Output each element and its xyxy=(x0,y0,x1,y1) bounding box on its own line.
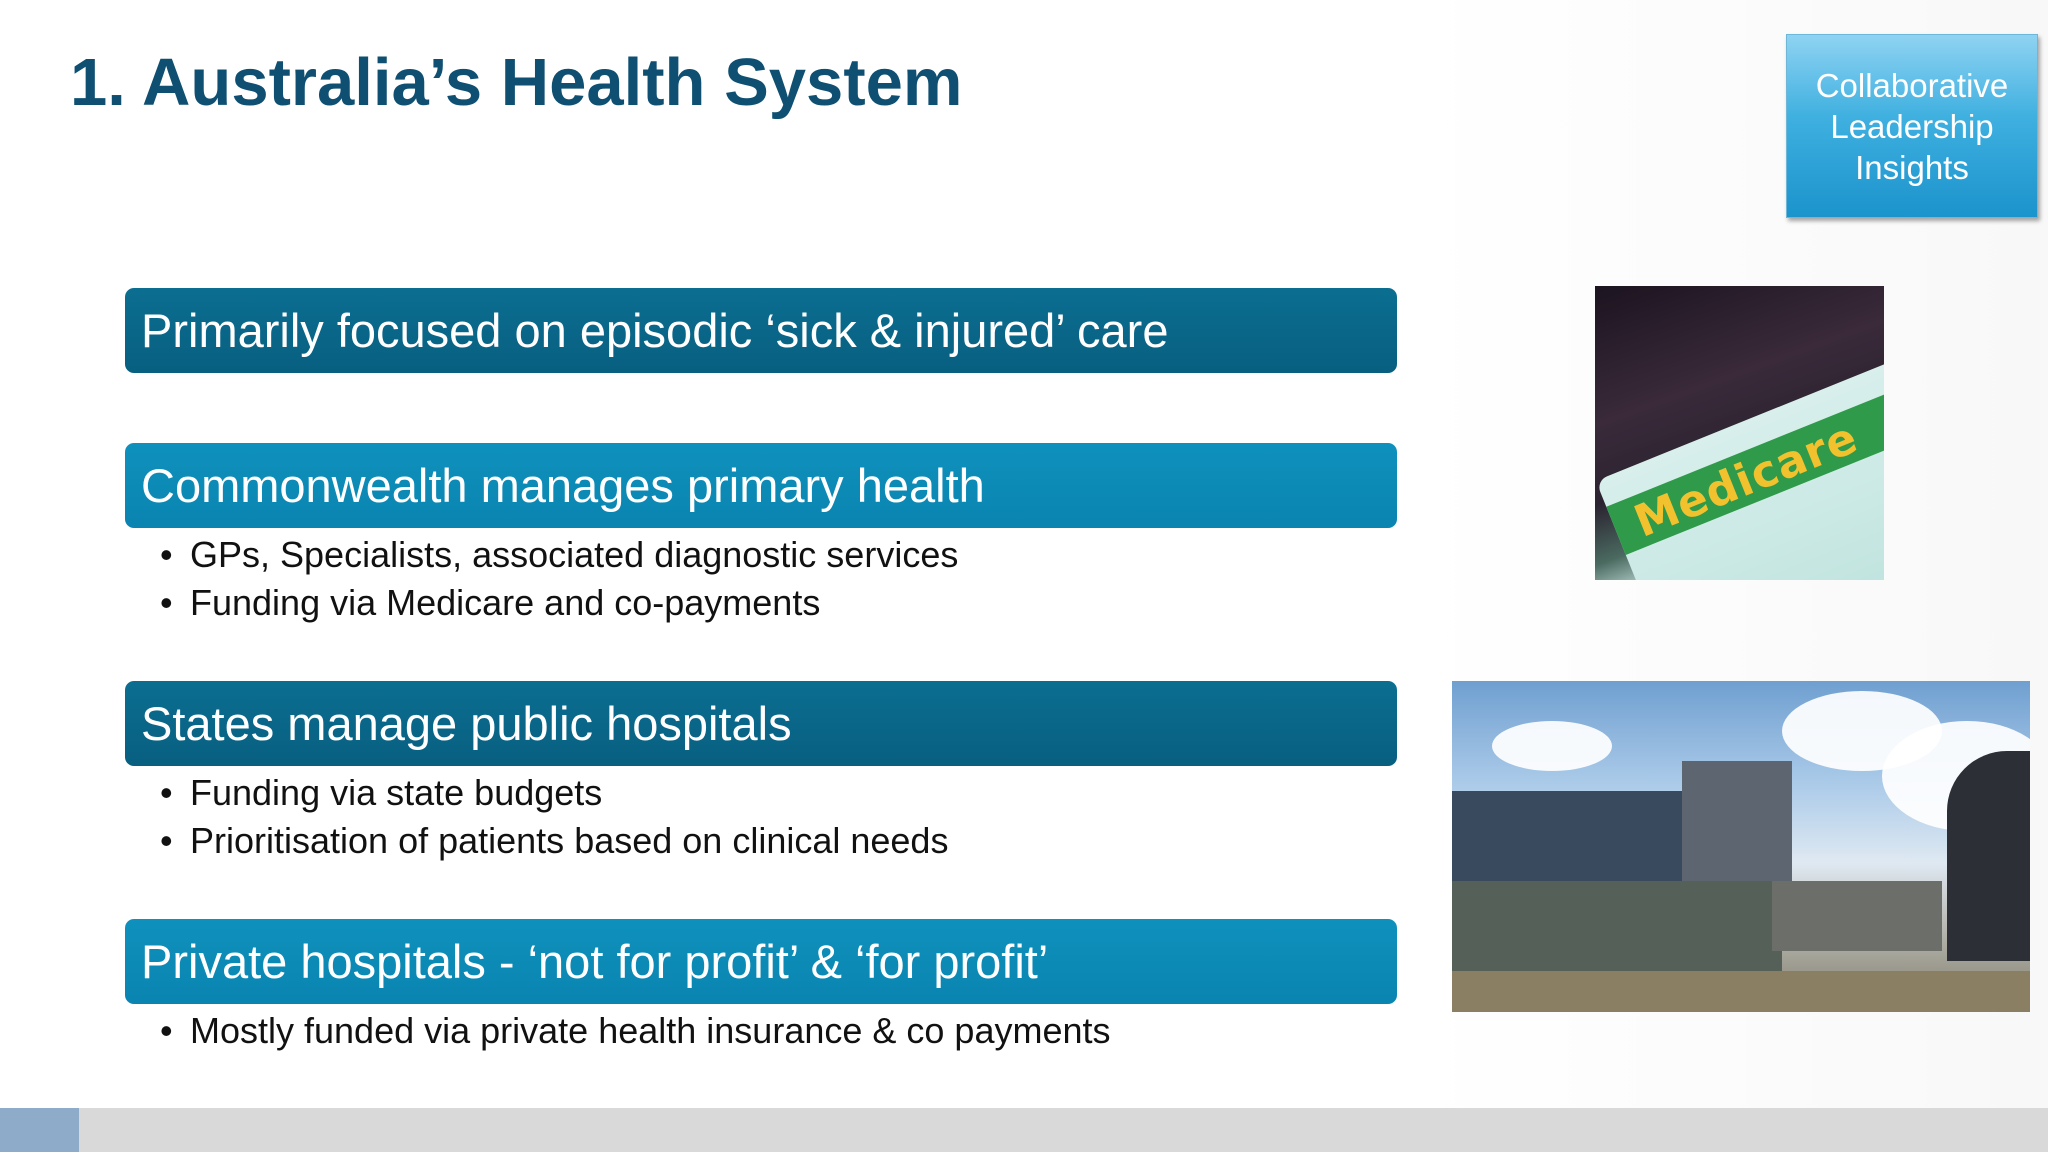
building-wing xyxy=(1772,881,1942,951)
badge-line-3: Insights xyxy=(1855,148,1969,186)
cloud xyxy=(1492,721,1612,771)
bullet-item: • Funding via state budgets xyxy=(160,769,948,817)
building-curved-structure xyxy=(1947,751,2030,961)
bullet-list-private xyxy=(160,1007,1111,1055)
building-tower xyxy=(1682,761,1792,891)
slide-title: 1. Australia’s Health System xyxy=(70,45,963,120)
medicare-card xyxy=(1596,357,1884,580)
section-heading-states: States manage public hospitals xyxy=(125,681,1397,766)
brand-badge xyxy=(1786,34,2038,218)
badge-line-1: Collaborative xyxy=(1815,66,2009,104)
section-heading-episodic-care: Primarily focused on episodic ‘sick & injured’ care xyxy=(125,288,1397,373)
bullet-item: • Prioritisation of patients based on clinical needs xyxy=(160,817,948,865)
medicare-card-photo xyxy=(1595,286,1884,580)
building-facade xyxy=(1452,881,1782,976)
section-heading-private-hospitals: Private hospitals - ‘not for profit’ & ‘for profit’ xyxy=(125,919,1397,1004)
medicare-card-label: Medicare xyxy=(1627,412,1865,548)
bullet-item: • Mostly funded via private health insurance & co payments xyxy=(160,1007,1111,1055)
bullet-item: • Funding via Medicare and co-payments xyxy=(160,579,958,627)
footer-accent xyxy=(0,1108,79,1152)
landscaping-ground xyxy=(1452,971,2030,1012)
bullet-list-states xyxy=(160,769,948,865)
bullet-item: • GPs, Specialists, associated diagnostic services xyxy=(160,531,958,579)
hospital-building-photo xyxy=(1452,681,2030,1012)
bullet-list-commonwealth xyxy=(160,531,958,627)
footer-bar xyxy=(0,1108,2048,1152)
section-heading-commonwealth: Commonwealth manages primary health xyxy=(125,443,1397,528)
badge-line-2: Leadership xyxy=(1830,107,1994,145)
